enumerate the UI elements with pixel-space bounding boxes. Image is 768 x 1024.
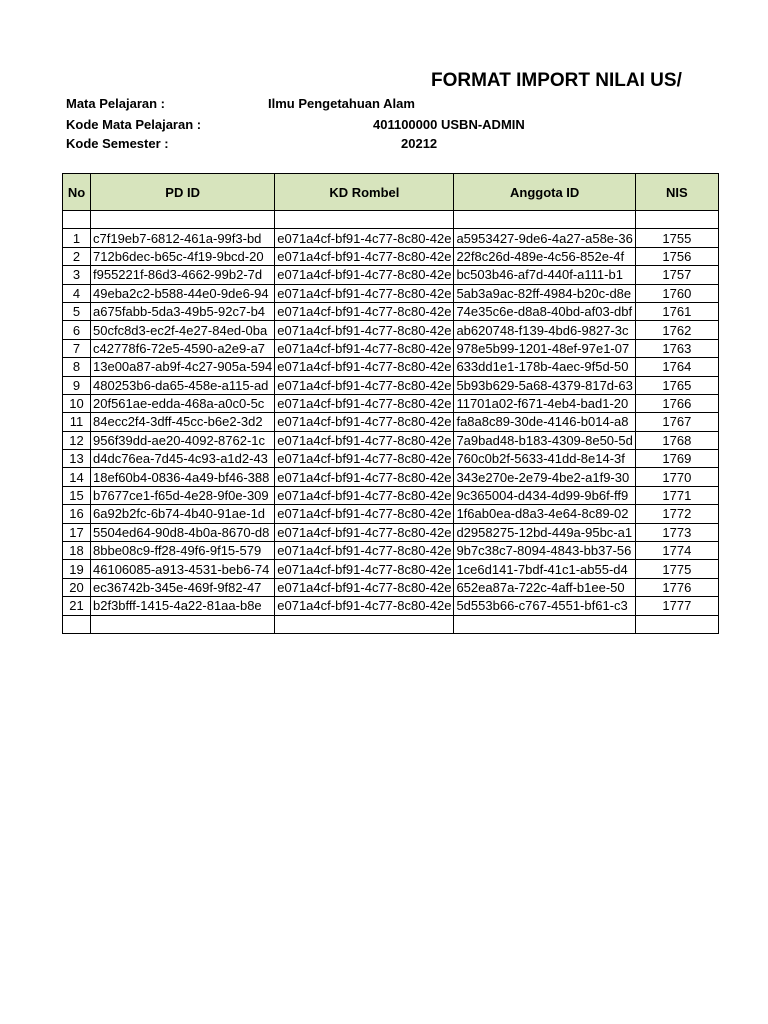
cell-pd-id[interactable]: d4dc76ea-7d45-4c93-a1d2-43 — [91, 450, 275, 468]
cell-no[interactable]: 14 — [63, 468, 91, 486]
table-row — [63, 413, 719, 431]
cell-pd-id[interactable]: 46106085-a913-4531-beb6-74 — [91, 560, 275, 578]
cell-anggota-id[interactable]: ab620748-f139-4bd6-9827-3c — [454, 321, 635, 339]
cell-kd-rombel[interactable]: e071a4cf-bf91-4c77-8c80-42e — [275, 413, 454, 431]
table-row — [63, 339, 719, 357]
cell-no[interactable]: 17 — [63, 523, 91, 541]
table-row — [63, 450, 719, 468]
cell-anggota-id[interactable]: 74e35c6e-d8a8-40bd-af03-dbf — [454, 302, 635, 320]
subject-code-extra: USBN-ADMIN — [441, 117, 525, 132]
cell-pd-id[interactable]: a675fabb-5da3-49b5-92c7-b4 — [91, 302, 275, 320]
cell-kd-rombel[interactable]: e071a4cf-bf91-4c77-8c80-42e — [275, 339, 454, 357]
cell-kd-rombel[interactable]: e071a4cf-bf91-4c77-8c80-42e — [275, 376, 454, 394]
page-title: FORMAT IMPORT NILAI US/ — [431, 70, 682, 91]
semester-code-label: Kode Semester : — [66, 136, 169, 151]
column-header-nis: NIS — [635, 174, 718, 211]
cell-pd-id[interactable]: 13e00a87-ab9f-4c27-905a-594 — [91, 358, 275, 376]
cell-nis[interactable]: 1773 — [635, 523, 718, 541]
cell-anggota-id[interactable]: 1f6ab0ea-d8a3-4e64-8c89-02 — [454, 505, 635, 523]
table-row — [63, 431, 719, 449]
table-row — [63, 229, 719, 247]
cell-pd-id[interactable]: 480253b6-da65-458e-a115-ad — [91, 376, 275, 394]
cell-kd-rombel[interactable]: e071a4cf-bf91-4c77-8c80-42e — [275, 247, 454, 265]
cell-no[interactable]: 16 — [63, 505, 91, 523]
cell-kd-rombel[interactable]: e071a4cf-bf91-4c77-8c80-42e — [275, 284, 454, 302]
cell-no[interactable]: 20 — [63, 578, 91, 596]
cell-nis[interactable]: 1765 — [635, 376, 718, 394]
column-header-kd-rombel: KD Rombel — [275, 174, 454, 211]
cell-anggota-id[interactable]: 11701a02-f671-4eb4-bad1-20 — [454, 394, 635, 412]
import-grid — [62, 173, 719, 634]
cell-no[interactable]: 2 — [63, 247, 91, 265]
cell-kd-rombel[interactable]: e071a4cf-bf91-4c77-8c80-42e — [275, 229, 454, 247]
cell-anggota-id[interactable]: 760c0b2f-5633-41dd-8e14-3f — [454, 450, 635, 468]
cell-pd-id[interactable]: c42778f6-72e5-4590-a2e9-a7 — [91, 339, 275, 357]
cell-kd-rombel[interactable]: e071a4cf-bf91-4c77-8c80-42e — [275, 486, 454, 504]
cell-nis[interactable]: 1776 — [635, 578, 718, 596]
cell-anggota-id[interactable]: 1ce6d141-7bdf-41c1-ab55-d4 — [454, 560, 635, 578]
cell-pd-id[interactable]: 956f39dd-ae20-4092-8762-1c — [91, 431, 275, 449]
table-row — [63, 468, 719, 486]
cell-nis[interactable]: 1767 — [635, 413, 718, 431]
cell-pd-id[interactable]: f955221f-86d3-4662-99b2-7d — [91, 266, 275, 284]
empty-cell[interactable] — [91, 615, 275, 633]
cell-no[interactable]: 11 — [63, 413, 91, 431]
spacer-cell — [63, 211, 91, 229]
cell-pd-id[interactable]: 49eba2c2-b588-44e0-9de6-94 — [91, 284, 275, 302]
cell-anggota-id[interactable]: 343e270e-2e79-4be2-a1f9-30 — [454, 468, 635, 486]
semester-code-value: 20212 — [401, 136, 438, 151]
cell-pd-id[interactable]: c7f19eb7-6812-461a-99f3-bd — [91, 229, 275, 247]
cell-kd-rombel[interactable]: e071a4cf-bf91-4c77-8c80-42e — [275, 578, 454, 596]
cell-anggota-id[interactable]: 652ea87a-722c-4aff-b1ee-50 — [454, 578, 635, 596]
cell-no[interactable]: 9 — [63, 376, 91, 394]
cell-no[interactable]: 13 — [63, 450, 91, 468]
cell-pd-id[interactable]: 18ef60b4-0836-4a49-bf46-388 — [91, 468, 275, 486]
cell-no[interactable]: 7 — [63, 339, 91, 357]
cell-anggota-id[interactable]: 22f8c26d-489e-4c56-852e-4f — [454, 247, 635, 265]
cell-pd-id[interactable]: 84ecc2f4-3dff-45cc-b6e2-3d2 — [91, 413, 275, 431]
cell-nis[interactable]: 1762 — [635, 321, 718, 339]
cell-anggota-id[interactable]: a5953427-9de6-4a27-a58e-36 — [454, 229, 635, 247]
table-row — [63, 358, 719, 376]
cell-kd-rombel[interactable]: e071a4cf-bf91-4c77-8c80-42e — [275, 523, 454, 541]
empty-cell[interactable] — [63, 615, 91, 633]
subject-value: Ilmu Pengetahuan Alam — [268, 96, 415, 111]
cell-nis[interactable]: 1766 — [635, 394, 718, 412]
table-row — [63, 542, 719, 560]
cell-anggota-id[interactable]: 7a9bad48-b183-4309-8e50-5d — [454, 431, 635, 449]
cell-no[interactable]: 19 — [63, 560, 91, 578]
cell-no[interactable]: 21 — [63, 597, 91, 615]
cell-no[interactable]: 1 — [63, 229, 91, 247]
cell-pd-id[interactable]: 712b6dec-b65c-4f19-9bcd-20 — [91, 247, 275, 265]
cell-nis[interactable]: 1774 — [635, 542, 718, 560]
empty-cell[interactable] — [275, 615, 454, 633]
empty-cell[interactable] — [635, 615, 718, 633]
cell-nis[interactable]: 1772 — [635, 505, 718, 523]
cell-no[interactable]: 6 — [63, 321, 91, 339]
spacer-cell — [275, 211, 454, 229]
cell-anggota-id[interactable]: 9c365004-d434-4d99-9b6f-ff9 — [454, 486, 635, 504]
cell-pd-id[interactable]: 8bbe08c9-ff28-49f6-9f15-579 — [91, 542, 275, 560]
cell-no[interactable]: 3 — [63, 266, 91, 284]
cell-pd-id[interactable]: b7677ce1-f65d-4e28-9f0e-309 — [91, 486, 275, 504]
cell-kd-rombel[interactable]: e071a4cf-bf91-4c77-8c80-42e — [275, 431, 454, 449]
table-row — [63, 302, 719, 320]
table-row — [63, 560, 719, 578]
spacer-cell — [91, 211, 275, 229]
cell-kd-rombel[interactable]: e071a4cf-bf91-4c77-8c80-42e — [275, 394, 454, 412]
cell-nis[interactable]: 1770 — [635, 468, 718, 486]
spacer-cell — [454, 211, 635, 229]
cell-kd-rombel[interactable]: e071a4cf-bf91-4c77-8c80-42e — [275, 358, 454, 376]
cell-nis[interactable]: 1761 — [635, 302, 718, 320]
cell-kd-rombel[interactable]: e071a4cf-bf91-4c77-8c80-42e — [275, 505, 454, 523]
cell-nis[interactable]: 1755 — [635, 229, 718, 247]
table-row — [63, 394, 719, 412]
cell-nis[interactable]: 1768 — [635, 431, 718, 449]
cell-kd-rombel[interactable]: e071a4cf-bf91-4c77-8c80-42e — [275, 597, 454, 615]
cell-kd-rombel[interactable]: e071a4cf-bf91-4c77-8c80-42e — [275, 266, 454, 284]
table-row — [63, 486, 719, 504]
cell-pd-id[interactable]: 50cfc8d3-ec2f-4e27-84ed-0ba — [91, 321, 275, 339]
cell-anggota-id[interactable]: 5ab3a9ac-82ff-4984-b20c-d8e — [454, 284, 635, 302]
table-row — [63, 376, 719, 394]
table-row — [63, 597, 719, 615]
cell-kd-rombel[interactable]: e071a4cf-bf91-4c77-8c80-42e — [275, 450, 454, 468]
cell-nis[interactable]: 1757 — [635, 266, 718, 284]
empty-cell[interactable] — [454, 615, 635, 633]
header-row — [63, 174, 719, 211]
empty-row — [63, 615, 719, 633]
cell-anggota-id[interactable]: 5d553b66-c767-4551-bf61-c3 — [454, 597, 635, 615]
cell-pd-id[interactable]: b2f3bfff-1415-4a22-81aa-b8e — [91, 597, 275, 615]
column-header-anggota-id: Anggota ID — [454, 174, 635, 211]
cell-anggota-id[interactable]: bc503b46-af7d-440f-a111-b1 — [454, 266, 635, 284]
cell-nis[interactable]: 1771 — [635, 486, 718, 504]
subject-code-value: 401100000 — [373, 117, 438, 132]
cell-pd-id[interactable]: ec36742b-345e-469f-9f82-47 — [91, 578, 275, 596]
subject-code-label: Kode Mata Pelajaran : — [66, 117, 202, 132]
cell-anggota-id[interactable]: 5b93b629-5a68-4379-817d-63 — [454, 376, 635, 394]
column-header-pd-id: PD ID — [91, 174, 275, 211]
cell-nis[interactable]: 1764 — [635, 358, 718, 376]
cell-no[interactable]: 8 — [63, 358, 91, 376]
cell-pd-id[interactable]: 5504ed64-90d8-4b0a-8670-d8 — [91, 523, 275, 541]
cell-anggota-id[interactable]: 9b7c38c7-8094-4843-bb37-56 — [454, 542, 635, 560]
cell-kd-rombel[interactable]: e071a4cf-bf91-4c77-8c80-42e — [275, 560, 454, 578]
cell-nis[interactable]: 1777 — [635, 597, 718, 615]
table-row — [63, 247, 719, 265]
table-row — [63, 266, 719, 284]
spacer-cell — [635, 211, 718, 229]
cell-anggota-id[interactable]: fa8a8c89-30de-4146-b014-a8 — [454, 413, 635, 431]
subject-label: Mata Pelajaran : — [66, 96, 165, 111]
cell-anggota-id[interactable]: 633dd1e1-178b-4aec-9f5d-50 — [454, 358, 635, 376]
cell-nis[interactable]: 1756 — [635, 247, 718, 265]
table-row — [63, 523, 719, 541]
cell-no[interactable]: 10 — [63, 394, 91, 412]
cell-no[interactable]: 12 — [63, 431, 91, 449]
table-row — [63, 284, 719, 302]
cell-kd-rombel[interactable]: e071a4cf-bf91-4c77-8c80-42e — [275, 468, 454, 486]
cell-nis[interactable]: 1775 — [635, 560, 718, 578]
table-row — [63, 321, 719, 339]
cell-no[interactable]: 18 — [63, 542, 91, 560]
cell-anggota-id[interactable]: d2958275-12bd-449a-95bc-a1 — [454, 523, 635, 541]
cell-pd-id[interactable]: 20f561ae-edda-468a-a0c0-5c — [91, 394, 275, 412]
cell-no[interactable]: 4 — [63, 284, 91, 302]
cell-kd-rombel[interactable]: e071a4cf-bf91-4c77-8c80-42e — [275, 302, 454, 320]
column-header-no: No — [63, 174, 91, 211]
cell-anggota-id[interactable]: 978e5b99-1201-48ef-97e1-07 — [454, 339, 635, 357]
cell-kd-rombel[interactable]: e071a4cf-bf91-4c77-8c80-42e — [275, 321, 454, 339]
table-row — [63, 505, 719, 523]
spacer-row — [63, 211, 719, 229]
table-row — [63, 578, 719, 596]
cell-nis[interactable]: 1763 — [635, 339, 718, 357]
cell-no[interactable]: 15 — [63, 486, 91, 504]
cell-kd-rombel[interactable]: e071a4cf-bf91-4c77-8c80-42e — [275, 542, 454, 560]
cell-no[interactable]: 5 — [63, 302, 91, 320]
cell-nis[interactable]: 1760 — [635, 284, 718, 302]
cell-pd-id[interactable]: 6a92b2fc-6b74-4b40-91ae-1d — [91, 505, 275, 523]
cell-nis[interactable]: 1769 — [635, 450, 718, 468]
